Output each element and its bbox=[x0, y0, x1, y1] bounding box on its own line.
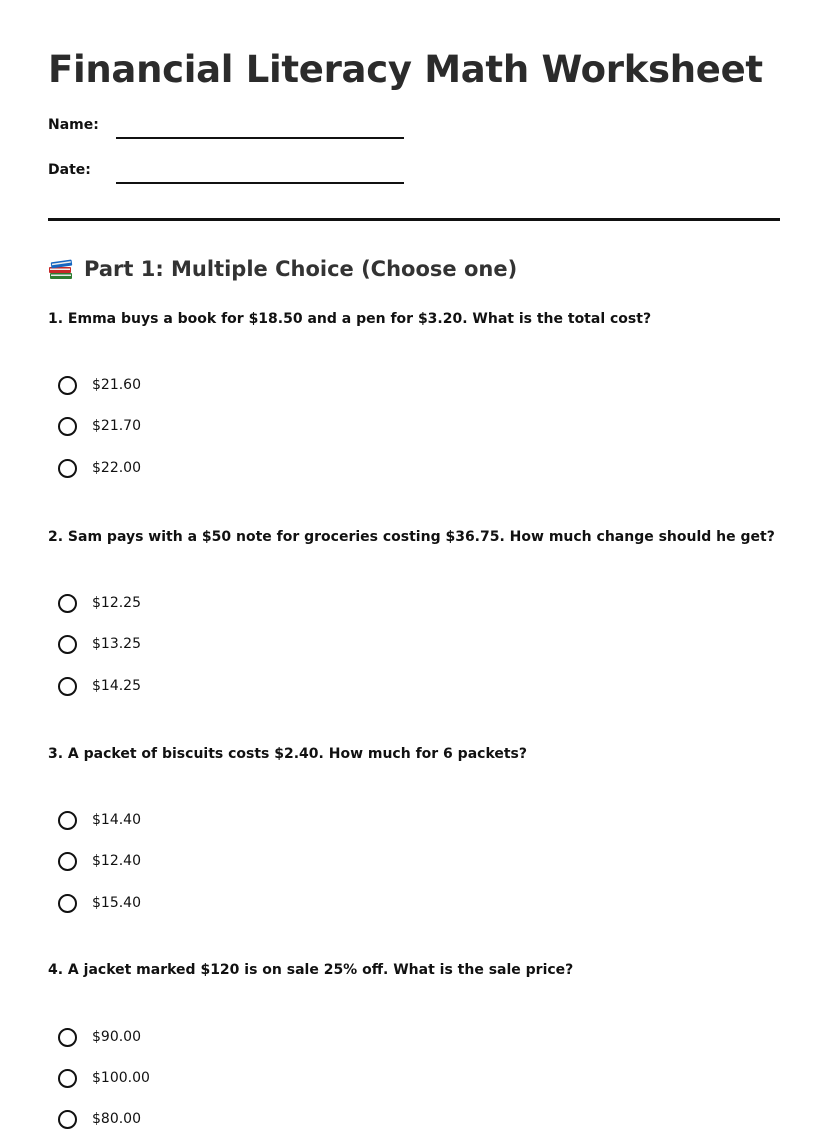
radio-button[interactable] bbox=[58, 376, 77, 395]
section-heading bbox=[48, 257, 517, 281]
radio-button[interactable] bbox=[58, 894, 77, 913]
section-heading-text: Part 1: Multiple Choice (Choose one) bbox=[84, 257, 518, 281]
question-text: 2. Sam pays with a $50 note for groceries costing $36.75. How much change should he get? bbox=[48, 529, 775, 545]
option-label: $21.70 bbox=[92, 418, 141, 434]
option-label: $80.00 bbox=[92, 1111, 141, 1127]
name-input-line[interactable] bbox=[116, 137, 404, 139]
option-4a[interactable] bbox=[58, 1025, 141, 1049]
option-2c[interactable] bbox=[58, 674, 141, 698]
date-field bbox=[48, 162, 408, 192]
radio-button[interactable] bbox=[58, 635, 77, 654]
option-label: $14.25 bbox=[92, 678, 141, 694]
option-label: $12.40 bbox=[92, 853, 141, 869]
name-field bbox=[48, 117, 408, 147]
option-3b[interactable] bbox=[58, 849, 141, 873]
option-label: $22.00 bbox=[92, 460, 141, 476]
date-input-line[interactable] bbox=[116, 182, 404, 184]
option-2a[interactable] bbox=[58, 591, 141, 615]
question-text: 4. A jacket marked $120 is on sale 25% off. What is the sale price? bbox=[48, 962, 574, 978]
option-3a[interactable] bbox=[58, 808, 141, 832]
radio-button[interactable] bbox=[58, 1028, 77, 1047]
header-divider bbox=[48, 218, 780, 221]
option-1a[interactable] bbox=[58, 373, 141, 397]
question-text: 3. A packet of biscuits costs $2.40. How much for 6 packets? bbox=[48, 746, 528, 762]
option-1c[interactable] bbox=[58, 456, 141, 480]
option-4c[interactable] bbox=[58, 1107, 141, 1131]
question-text: 1. Emma buys a book for $18.50 and a pen for $3.20. What is the total cost? bbox=[48, 311, 652, 327]
option-label: $21.60 bbox=[92, 377, 141, 393]
radio-button[interactable] bbox=[58, 852, 77, 871]
option-3c[interactable] bbox=[58, 891, 141, 915]
radio-button[interactable] bbox=[58, 594, 77, 613]
books-icon bbox=[48, 257, 74, 281]
option-4b[interactable] bbox=[58, 1066, 150, 1090]
option-label: $100.00 bbox=[92, 1070, 150, 1086]
radio-button[interactable] bbox=[58, 1110, 77, 1129]
radio-button[interactable] bbox=[58, 677, 77, 696]
option-2b[interactable] bbox=[58, 632, 141, 656]
option-label: $13.25 bbox=[92, 636, 141, 652]
radio-button[interactable] bbox=[58, 811, 77, 830]
option-label: $90.00 bbox=[92, 1029, 141, 1045]
page-title: Financial Literacy Math Worksheet bbox=[48, 48, 763, 91]
option-label: $14.40 bbox=[92, 812, 141, 828]
date-label: Date: bbox=[48, 162, 91, 178]
radio-button[interactable] bbox=[58, 1069, 77, 1088]
radio-button[interactable] bbox=[58, 459, 77, 478]
option-label: $15.40 bbox=[92, 895, 141, 911]
radio-button[interactable] bbox=[58, 417, 77, 436]
option-1b[interactable] bbox=[58, 414, 141, 438]
option-label: $12.25 bbox=[92, 595, 141, 611]
name-label: Name: bbox=[48, 117, 99, 133]
